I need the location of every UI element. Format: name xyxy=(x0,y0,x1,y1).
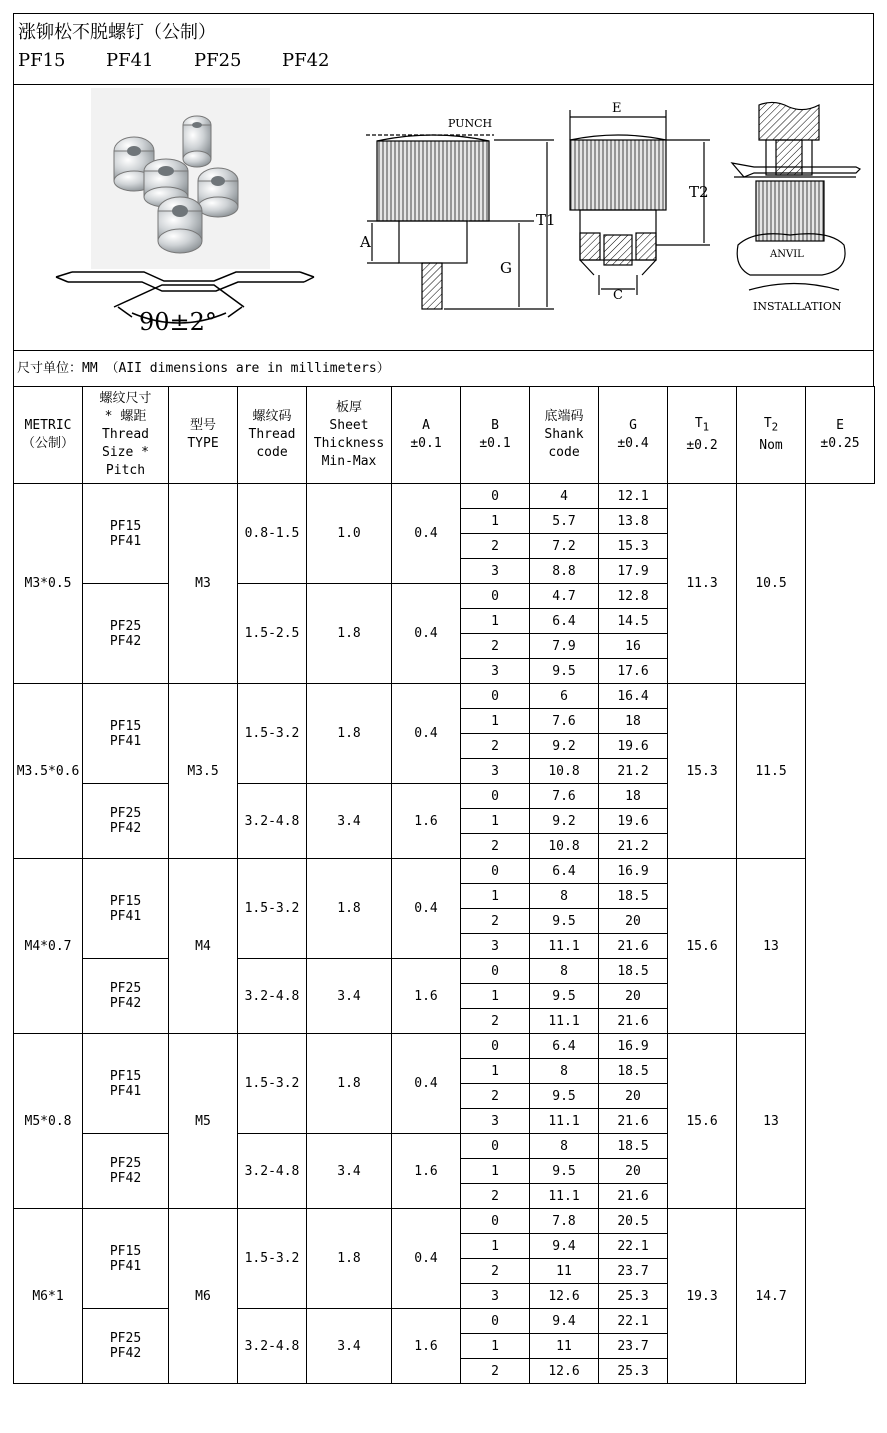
table-row xyxy=(14,1209,875,1234)
a-value-cell: 1.8 xyxy=(307,1034,392,1134)
e-value-cell: 10.5 xyxy=(737,484,806,684)
shank-code-cell: 3 xyxy=(461,659,530,684)
t1-value-cell: 20 xyxy=(599,984,668,1009)
b-value-cell: 0.4 xyxy=(392,584,461,684)
thread-size-cell: M4*0.7 xyxy=(14,859,83,1034)
shank-code-cell: 2 xyxy=(461,734,530,759)
shank-code-cell: 0 xyxy=(461,584,530,609)
t1-value-cell: 21.2 xyxy=(599,834,668,859)
header-t1 xyxy=(668,387,737,484)
g-value-cell: 5.7 xyxy=(530,509,599,534)
header-text xyxy=(737,415,805,437)
table-header-row xyxy=(14,387,875,484)
shank-code-cell: 1 xyxy=(461,609,530,634)
g-value-cell: 4 xyxy=(530,484,599,509)
shank-code-cell: 2 xyxy=(461,909,530,934)
shank-code-cell: 1 xyxy=(461,1334,530,1359)
type-code: PF25 xyxy=(109,981,142,996)
t1-value-cell: 12.1 xyxy=(599,484,668,509)
sheet-thickness-cell: 1.5-3.2 xyxy=(238,1209,307,1309)
header-text: 螺纹尺寸 xyxy=(99,391,152,406)
g-value-cell: 6.4 xyxy=(530,609,599,634)
g-value-cell: 12.6 xyxy=(530,1284,599,1309)
g-value-cell: 9.5 xyxy=(530,659,599,684)
sheet-thickness-cell: 1.5-3.2 xyxy=(238,1034,307,1134)
shank-code-cell: 1 xyxy=(461,1159,530,1184)
t1-value-cell: 18.5 xyxy=(599,1059,668,1084)
punch-label: PUNCH xyxy=(448,117,493,130)
g-value-cell: 11.1 xyxy=(530,1184,599,1209)
t1-value-cell: 14.5 xyxy=(599,609,668,634)
type-cell xyxy=(83,859,169,959)
t2-value-cell: 19.3 xyxy=(668,1209,737,1384)
t1-value-cell: 22.1 xyxy=(599,1309,668,1334)
model-list xyxy=(18,50,869,72)
shank-code-cell: 0 xyxy=(461,484,530,509)
t2-value-cell: 15.3 xyxy=(668,684,737,859)
t1-value-cell: 23.7 xyxy=(599,1334,668,1359)
t1-value-cell: 19.6 xyxy=(599,809,668,834)
a-value-cell: 3.4 xyxy=(307,1134,392,1209)
header-text: ±0.2 xyxy=(686,437,718,453)
shank-code-cell: 0 xyxy=(461,1209,530,1234)
header-subscript: 1 xyxy=(702,420,710,434)
t1-value-cell: 23.7 xyxy=(599,1259,668,1284)
dim-t1-label: T1 xyxy=(536,211,556,229)
t1-value-cell: 18.5 xyxy=(599,1134,668,1159)
type-code: PF41 xyxy=(109,1083,142,1099)
t1-value-cell: 18 xyxy=(599,709,668,734)
model-code: PF42 xyxy=(282,50,330,71)
b-value-cell: 0.4 xyxy=(392,1209,461,1309)
b-value-cell: 0.4 xyxy=(392,859,461,959)
g-value-cell: 11 xyxy=(530,1259,599,1284)
header-text: 板厚 xyxy=(335,400,362,415)
type-code: PF42 xyxy=(109,1171,142,1186)
thread-code-cell: M3.5 xyxy=(169,684,238,859)
dim-t2-label: T2 xyxy=(689,183,709,201)
thread-code-cell: M5 xyxy=(169,1034,238,1209)
shank-code-cell: 3 xyxy=(461,759,530,784)
header-text: T xyxy=(763,416,772,432)
e-value-cell: 11.5 xyxy=(737,684,806,859)
b-value-cell: 1.6 xyxy=(392,959,461,1034)
header-subscript: 2 xyxy=(771,420,779,434)
sheet-thickness-cell: 3.2-4.8 xyxy=(238,959,307,1034)
sheet-thickness-cell: 3.2-4.8 xyxy=(238,1309,307,1384)
b-value-cell: 0.4 xyxy=(392,484,461,584)
header-g xyxy=(599,387,668,484)
type-code: PF41 xyxy=(109,908,142,924)
shank-code-cell: 0 xyxy=(461,1034,530,1059)
type-cell xyxy=(83,1134,169,1209)
g-value-cell: 9.5 xyxy=(530,909,599,934)
header-a xyxy=(392,387,461,484)
g-value-cell: 8.8 xyxy=(530,559,599,584)
a-value-cell: 1.8 xyxy=(307,684,392,784)
header-text: A xyxy=(422,418,430,433)
side-view-diagram xyxy=(366,135,554,309)
a-value-cell: 3.4 xyxy=(307,1309,392,1384)
t1-value-cell: 16.9 xyxy=(599,859,668,884)
section-view-diagram xyxy=(570,110,710,295)
table-row xyxy=(14,684,875,709)
shank-code-cell: 0 xyxy=(461,784,530,809)
sheet-thickness-cell: 3.2-4.8 xyxy=(238,1134,307,1209)
shank-code-cell: 2 xyxy=(461,1009,530,1034)
type-code: PF25 xyxy=(109,806,142,821)
type-cell xyxy=(83,1209,169,1309)
model-code: PF15 xyxy=(18,50,66,71)
t1-value-cell: 21.6 xyxy=(599,934,668,959)
type-code: PF41 xyxy=(109,1258,142,1274)
shank-code-cell: 0 xyxy=(461,684,530,709)
model-code: PF25 xyxy=(194,50,242,71)
t1-value-cell: 21.2 xyxy=(599,759,668,784)
type-code: PF15 xyxy=(109,1243,142,1259)
header-text: Thread xyxy=(248,427,296,442)
shank-code-cell: 3 xyxy=(461,934,530,959)
header-thread-code xyxy=(238,387,307,484)
thread-size-cell: M3.5*0.6 xyxy=(14,684,83,859)
b-value-cell: 1.6 xyxy=(392,1309,461,1384)
anvil-label: ANVIL xyxy=(770,249,804,260)
sheet-thickness-cell: 3.2-4.8 xyxy=(238,784,307,859)
header-t2 xyxy=(737,387,806,484)
type-code: PF42 xyxy=(109,1346,142,1361)
g-value-cell: 9.2 xyxy=(530,734,599,759)
t1-value-cell: 13.8 xyxy=(599,509,668,534)
a-value-cell: 1.8 xyxy=(307,1209,392,1309)
header-text: Sheet xyxy=(329,418,369,433)
b-value-cell: 1.6 xyxy=(392,1134,461,1209)
header-text: G xyxy=(629,418,637,433)
header-thread-size xyxy=(83,387,169,484)
t1-value-cell: 16 xyxy=(599,634,668,659)
g-value-cell: 8 xyxy=(530,1059,599,1084)
t1-value-cell: 20 xyxy=(599,1084,668,1109)
type-cell xyxy=(83,959,169,1034)
product-drawings xyxy=(14,85,873,351)
angle-label: 90±2° xyxy=(139,308,217,336)
g-value-cell: 9.5 xyxy=(530,984,599,1009)
metric-label-cell xyxy=(14,387,83,484)
b-value-cell: 0.4 xyxy=(392,1034,461,1134)
t1-value-cell: 17.6 xyxy=(599,659,668,684)
type-cell xyxy=(83,784,169,859)
header-text: ±0.4 xyxy=(617,436,649,451)
header-text: TYPE xyxy=(187,436,219,451)
g-value-cell: 9.5 xyxy=(530,1084,599,1109)
page-title: 涨铆松不脱螺钉（公制） xyxy=(18,22,216,43)
shank-code-cell: 0 xyxy=(461,1309,530,1334)
type-code: PF15 xyxy=(109,1068,142,1084)
g-value-cell: 7.8 xyxy=(530,1209,599,1234)
header-text: Thread xyxy=(102,427,149,442)
dim-c-label: C xyxy=(613,288,623,303)
shank-code-cell: 0 xyxy=(461,1134,530,1159)
type-code: PF41 xyxy=(109,533,142,549)
header-text: 底端码 xyxy=(544,409,584,424)
shank-code-cell: 2 xyxy=(461,1359,530,1384)
header-text: 螺纹码 xyxy=(252,409,292,424)
shank-code-cell: 1 xyxy=(461,984,530,1009)
type-cell xyxy=(83,684,169,784)
spec-table-body xyxy=(14,484,875,1384)
shank-code-cell: 1 xyxy=(461,884,530,909)
shank-code-cell: 3 xyxy=(461,1109,530,1134)
shank-code-cell: 3 xyxy=(461,1284,530,1309)
figure-section xyxy=(13,84,874,350)
t1-value-cell: 18 xyxy=(599,784,668,809)
a-value-cell: 1.8 xyxy=(307,859,392,959)
shank-code-cell: 1 xyxy=(461,709,530,734)
g-value-cell: 9.4 xyxy=(530,1234,599,1259)
header-sheet-thickness xyxy=(307,387,392,484)
g-value-cell: 8 xyxy=(530,1134,599,1159)
thread-size-cell: M6*1 xyxy=(14,1209,83,1384)
shank-code-cell: 2 xyxy=(461,1259,530,1284)
g-value-cell: 6.4 xyxy=(530,859,599,884)
g-value-cell: 6.4 xyxy=(530,1034,599,1059)
g-value-cell: 10.8 xyxy=(530,834,599,859)
g-value-cell: 7.6 xyxy=(530,784,599,809)
product-photo xyxy=(91,88,270,269)
dim-a-label: A xyxy=(360,233,371,251)
type-code: PF42 xyxy=(109,996,142,1011)
sheet-thickness-cell: 1.5-3.2 xyxy=(238,859,307,959)
sheet-thickness-cell: 0.8-1.5 xyxy=(238,484,307,584)
header-e xyxy=(806,387,875,484)
g-value-cell: 12.6 xyxy=(530,1359,599,1384)
t1-value-cell: 16.9 xyxy=(599,1034,668,1059)
b-value-cell: 0.4 xyxy=(392,684,461,784)
installation-label: INSTALLATION xyxy=(753,300,842,313)
header-text xyxy=(668,415,736,437)
t1-value-cell: 22.1 xyxy=(599,1234,668,1259)
a-value-cell: 1.0 xyxy=(307,484,392,584)
t1-value-cell: 15.3 xyxy=(599,534,668,559)
t1-value-cell: 20.5 xyxy=(599,1209,668,1234)
shank-code-cell: 1 xyxy=(461,1059,530,1084)
spec-sheet xyxy=(13,13,874,1384)
sheet-thickness-cell: 1.5-2.5 xyxy=(238,584,307,684)
g-value-cell: 11 xyxy=(530,1334,599,1359)
g-value-cell: 11.1 xyxy=(530,1109,599,1134)
a-value-cell: 1.8 xyxy=(307,584,392,684)
header-text: Pitch xyxy=(105,463,146,478)
type-code: PF42 xyxy=(109,633,142,649)
unit-note: 尺寸单位：MM （AII dimensions are in millimeters） xyxy=(13,350,874,386)
shank-code-cell: 1 xyxy=(461,809,530,834)
spec-table xyxy=(13,386,875,1384)
t1-value-cell: 16.4 xyxy=(599,684,668,709)
thread-size-cell: M5*0.8 xyxy=(14,1034,83,1209)
g-value-cell: 9.5 xyxy=(530,1159,599,1184)
header-text: ±0.1 xyxy=(410,436,442,451)
g-value-cell: 8 xyxy=(530,884,599,909)
t1-value-cell: 12.8 xyxy=(599,584,668,609)
shank-code-cell: 2 xyxy=(461,634,530,659)
shank-code-cell: 0 xyxy=(461,859,530,884)
type-cell xyxy=(83,584,169,684)
metric-label-cn: （公制） xyxy=(21,436,74,451)
shank-code-cell: 1 xyxy=(461,509,530,534)
header-text: code xyxy=(256,445,288,460)
type-code: PF15 xyxy=(109,718,142,734)
type-code: PF42 xyxy=(109,821,142,836)
type-code: PF15 xyxy=(109,893,142,909)
header-text: Thickness xyxy=(313,436,385,451)
dim-g-label: G xyxy=(500,259,512,277)
type-cell xyxy=(83,1309,169,1384)
shank-code-cell: 2 xyxy=(461,834,530,859)
metric-label: METRIC xyxy=(24,418,72,433)
shank-code-cell: 2 xyxy=(461,534,530,559)
thread-code-cell: M6 xyxy=(169,1209,238,1384)
installation-diagram xyxy=(732,102,860,290)
header-text: E xyxy=(836,418,844,433)
header-text: Shank xyxy=(544,427,584,442)
g-value-cell: 9.4 xyxy=(530,1309,599,1334)
header-text: Size * xyxy=(102,445,149,460)
type-code: PF25 xyxy=(109,618,142,634)
shank-code-cell: 3 xyxy=(461,559,530,584)
table-row xyxy=(14,859,875,884)
t1-value-cell: 20 xyxy=(599,909,668,934)
a-value-cell: 3.4 xyxy=(307,784,392,859)
header-text: * 螺距 xyxy=(104,409,147,424)
a-value-cell: 3.4 xyxy=(307,959,392,1034)
table-row xyxy=(14,1034,875,1059)
thread-size-cell: M3*0.5 xyxy=(14,484,83,684)
header-text: Min-Max xyxy=(321,454,377,469)
header-b xyxy=(461,387,530,484)
t1-value-cell: 21.6 xyxy=(599,1009,668,1034)
t1-value-cell: 25.3 xyxy=(599,1284,668,1309)
e-value-cell: 14.7 xyxy=(737,1209,806,1384)
t1-value-cell: 21.6 xyxy=(599,1109,668,1134)
e-value-cell: 13 xyxy=(737,1034,806,1209)
t1-value-cell: 17.9 xyxy=(599,559,668,584)
g-value-cell: 11.1 xyxy=(530,934,599,959)
thread-code-cell: M4 xyxy=(169,859,238,1034)
header-text: ±0.25 xyxy=(820,436,860,451)
shank-code-cell: 2 xyxy=(461,1184,530,1209)
header-text: B xyxy=(491,418,499,433)
header-text: 型号 xyxy=(189,418,216,433)
b-value-cell: 1.6 xyxy=(392,784,461,859)
header-text: Nom xyxy=(759,437,783,453)
model-code: PF41 xyxy=(106,50,154,71)
t2-value-cell: 11.3 xyxy=(668,484,737,684)
t1-value-cell: 25.3 xyxy=(599,1359,668,1384)
table-row xyxy=(14,484,875,509)
header-shank-code xyxy=(530,387,599,484)
g-value-cell: 4.7 xyxy=(530,584,599,609)
t1-value-cell: 20 xyxy=(599,1159,668,1184)
type-code: PF25 xyxy=(109,1156,142,1171)
sheet-thickness-cell: 1.5-3.2 xyxy=(238,684,307,784)
g-value-cell: 9.2 xyxy=(530,809,599,834)
g-value-cell: 6 xyxy=(530,684,599,709)
shank-code-cell: 1 xyxy=(461,1234,530,1259)
shank-code-cell: 0 xyxy=(461,959,530,984)
e-value-cell: 13 xyxy=(737,859,806,1034)
header-section xyxy=(13,13,874,84)
type-code: PF41 xyxy=(109,733,142,749)
t2-value-cell: 15.6 xyxy=(668,859,737,1034)
t1-value-cell: 18.5 xyxy=(599,959,668,984)
thread-code-cell: M3 xyxy=(169,484,238,684)
dim-e-label: E xyxy=(612,101,622,116)
t1-value-cell: 18.5 xyxy=(599,884,668,909)
g-value-cell: 10.8 xyxy=(530,759,599,784)
type-cell xyxy=(83,484,169,584)
type-code: PF15 xyxy=(109,518,142,534)
t1-value-cell: 21.6 xyxy=(599,1184,668,1209)
header-type xyxy=(169,387,238,484)
g-value-cell: 11.1 xyxy=(530,1009,599,1034)
type-cell xyxy=(83,1034,169,1134)
header-text: code xyxy=(548,445,580,460)
t1-value-cell: 19.6 xyxy=(599,734,668,759)
shank-code-cell: 2 xyxy=(461,1084,530,1109)
g-value-cell: 7.6 xyxy=(530,709,599,734)
g-value-cell: 7.2 xyxy=(530,534,599,559)
header-text: ±0.1 xyxy=(479,436,511,451)
header-text: T xyxy=(694,416,703,432)
g-value-cell: 8 xyxy=(530,959,599,984)
g-value-cell: 7.9 xyxy=(530,634,599,659)
t2-value-cell: 15.6 xyxy=(668,1034,737,1209)
type-code: PF25 xyxy=(109,1331,142,1346)
